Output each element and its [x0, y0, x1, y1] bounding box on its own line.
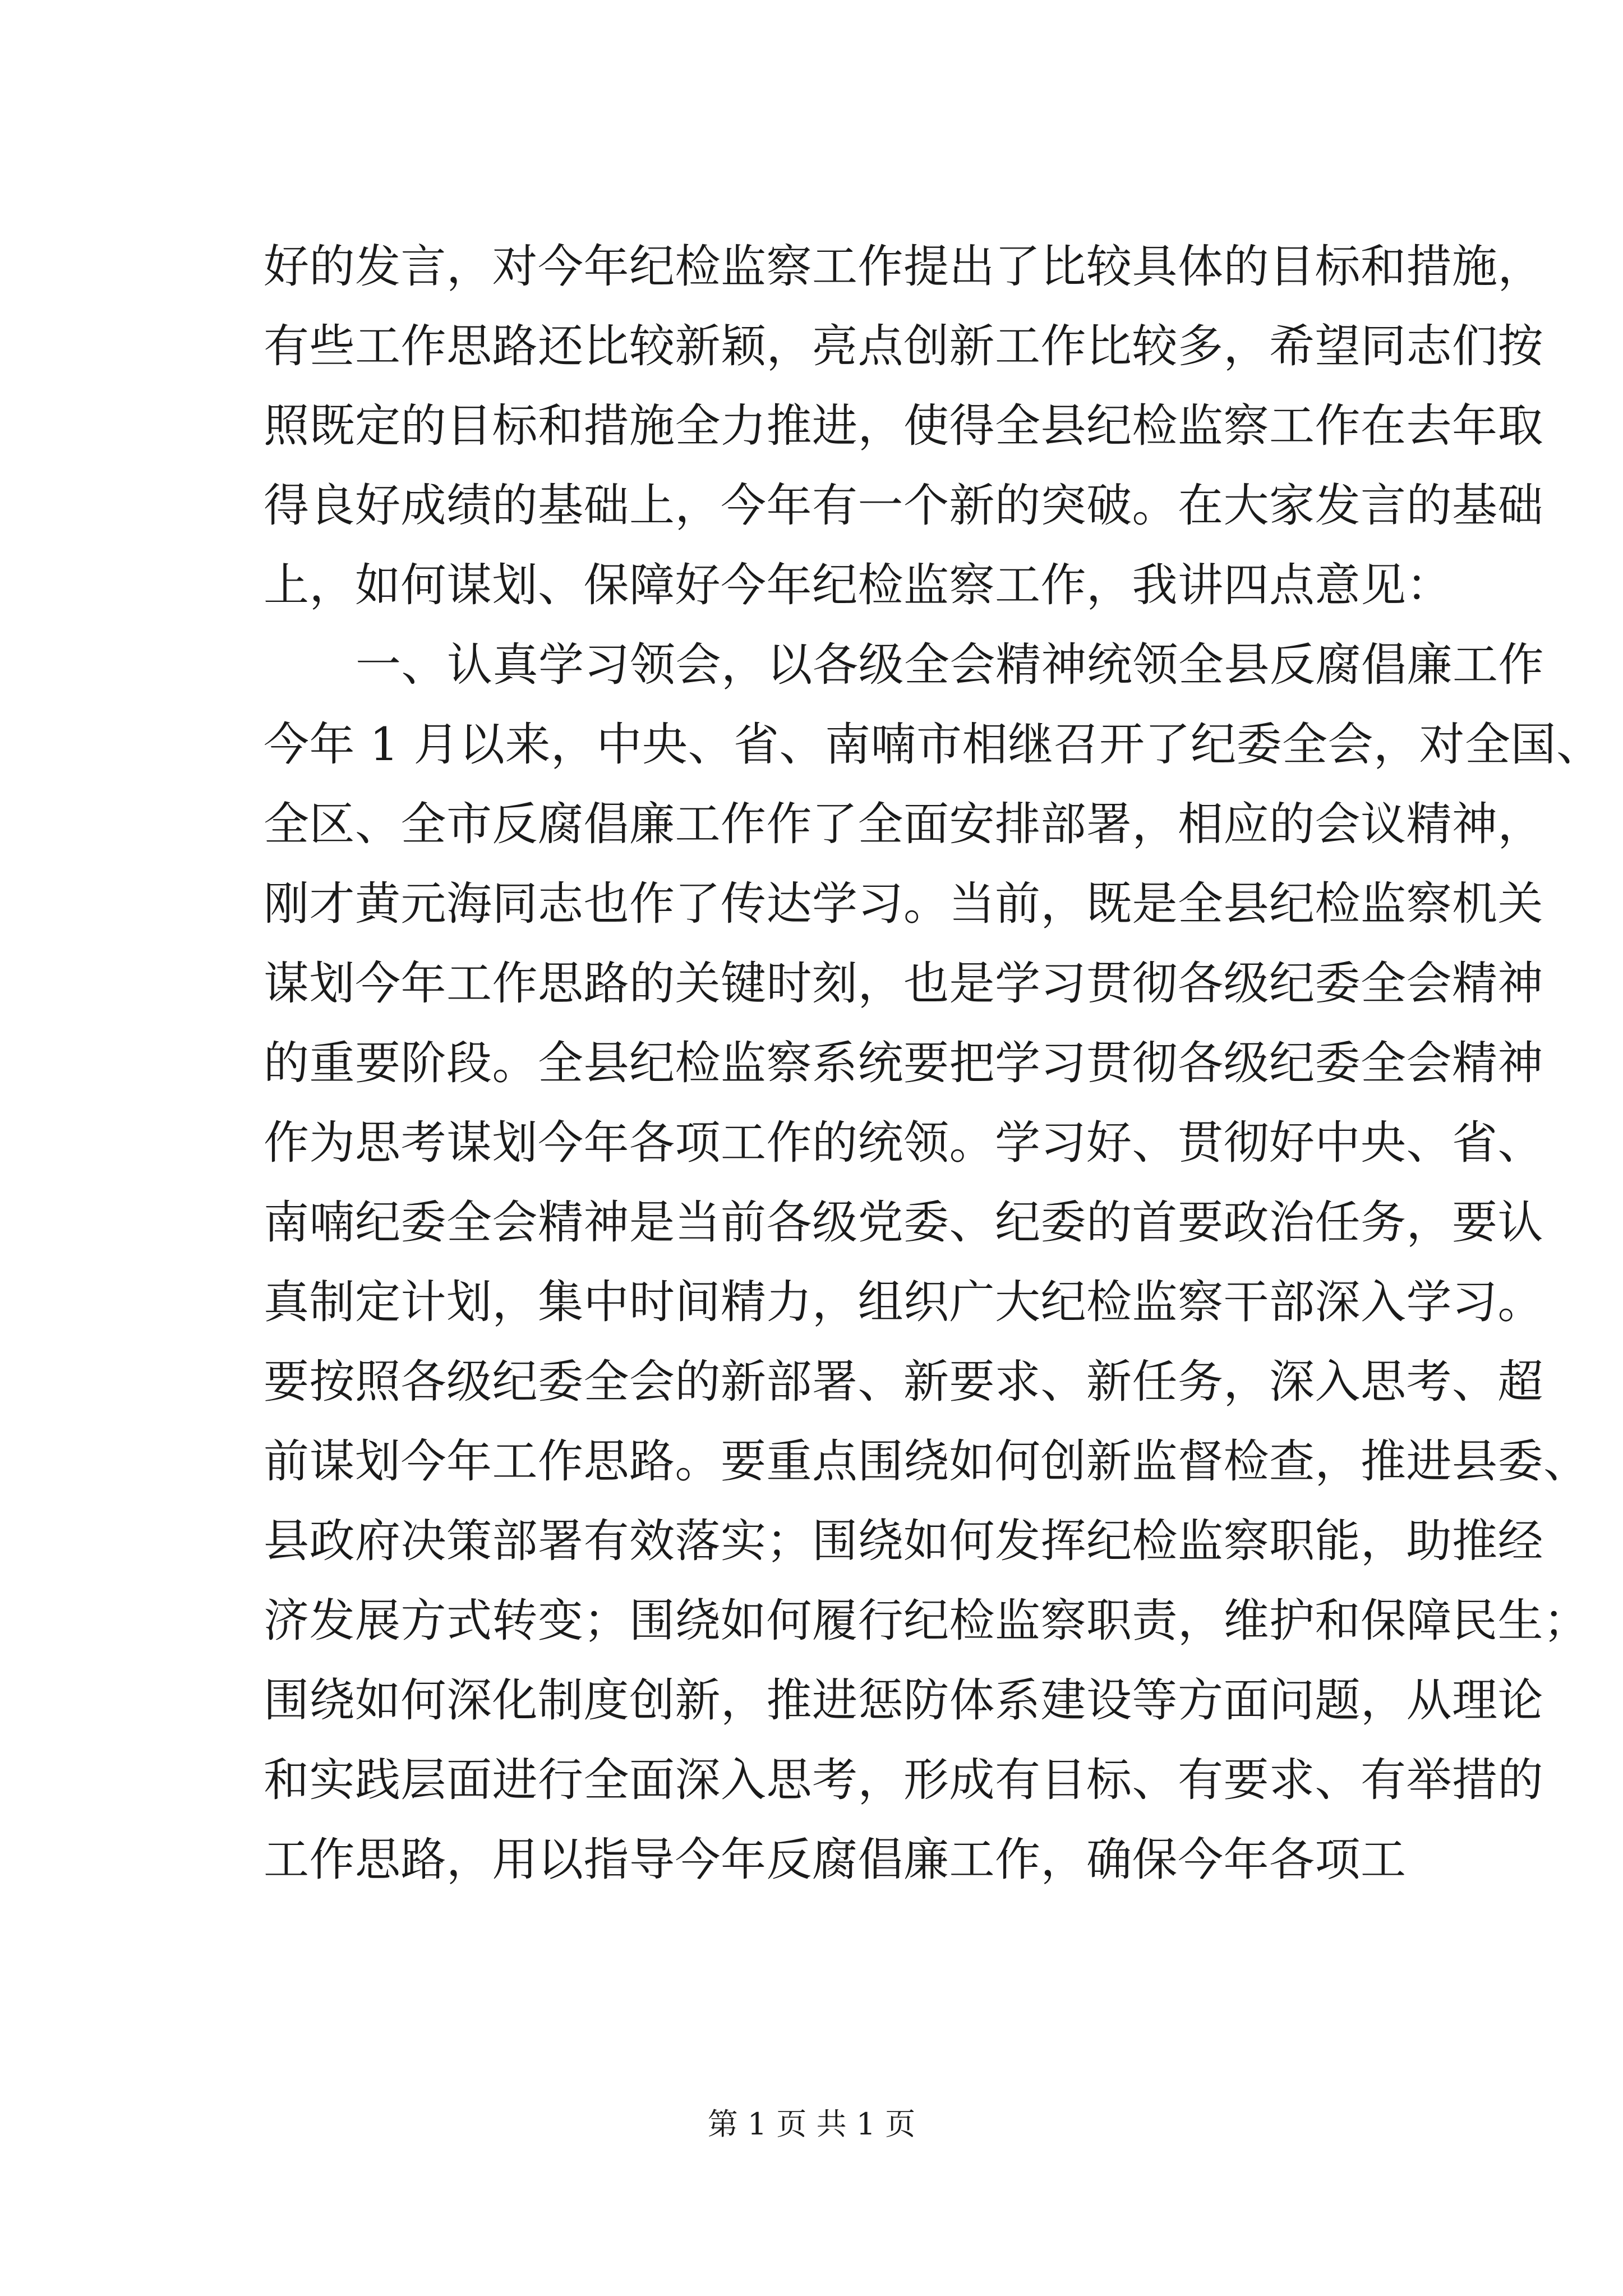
- text-line: 前谋划今年工作思路。要重点围绕如何创新监督检查，推进县委、: [264, 1435, 1589, 1488]
- text-line: 刚才黄元海同志也作了传达学习。当前，既是全县纪检监察机关: [264, 878, 1544, 931]
- text-line: 济发展方式转变；围绕如何履行纪检监察职责，维护和保障民生；: [264, 1595, 1589, 1648]
- text-line: 上，如何谋划、保障好今年纪检监察工作，我讲四点意见：: [264, 559, 1453, 612]
- document-body: [264, 227, 1602, 1900]
- page-footer: [0, 2105, 1623, 2144]
- text-line: 要按照各级纪委全会的新部署、新要求、新任务，深入思考、超: [264, 1356, 1544, 1409]
- text-line: 谋划今年工作思路的关键时刻，也是学习贯彻各级纪委全会精神: [264, 958, 1544, 1010]
- section-heading: 一、认真学习领会，以各级全会精神统领全县反腐倡廉工作: [356, 639, 1544, 692]
- text-line: 的重要阶段。全县纪检监察系统要把学习贯彻各级纪委全会精神: [264, 1037, 1544, 1090]
- text-line: 得良好成绩的基础上，今年有一个新的突破。在大家发言的基础: [264, 480, 1544, 532]
- text-line: 今年 1 月以来，中央、省、南喃市相继召开了纪委全会，对全国、: [264, 719, 1602, 771]
- text-line: 南喃纪委全会精神是当前各级党委、纪委的首要政治任务，要认: [264, 1197, 1544, 1249]
- text-line: 全区、全市反腐倡廉工作作了全面安排部署，相应的会议精神，: [264, 798, 1544, 851]
- text-line: 作为思考谋划今年各项工作的统领。学习好、贯彻好中央、省、: [264, 1117, 1544, 1170]
- text-line: 真制定计划，集中时间精力，组织广大纪检监察干部深入学习。: [264, 1276, 1544, 1329]
- text-line: 工作思路，用以指导今年反腐倡廉工作，确保今年各项工: [264, 1834, 1407, 1887]
- text-line: 有些工作思路还比较新颖，亮点创新工作比较多，希望同志们按: [264, 320, 1544, 373]
- text-line: 和实践层面进行全面深入思考，形成有目标、有要求、有举措的: [264, 1754, 1544, 1807]
- text-line: 照既定的目标和措施全力推进，使得全县纪检监察工作在去年取: [264, 400, 1544, 453]
- text-line: 围绕如何深化制度创新，推进惩防体系建设等方面问题，从理论: [264, 1674, 1544, 1727]
- text-line: 县政府决策部署有效落实；围绕如何发挥纪检监察职能，助推经: [264, 1515, 1544, 1568]
- text-line: 好的发言，对今年纪检监察工作提出了比较具体的目标和措施，: [264, 241, 1544, 293]
- page-number-label: 第 1 页 共 1 页: [707, 2106, 916, 2142]
